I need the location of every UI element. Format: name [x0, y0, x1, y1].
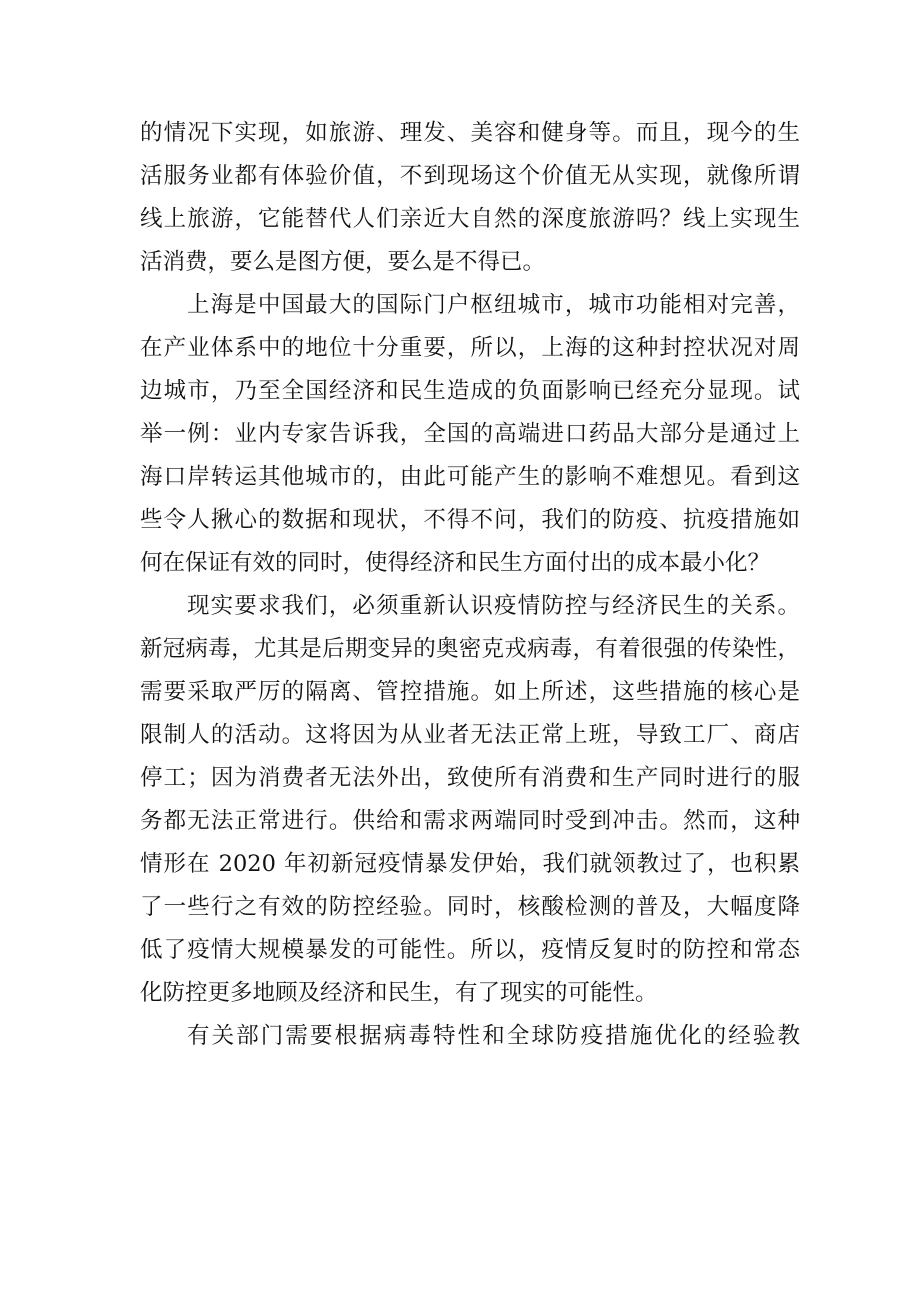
text-line: 举一例：业内专家告诉我，全国的高端进口药品大部分是通过上 [140, 421, 800, 447]
paragraph [140, 585, 800, 1015]
text-line: 新冠病毒，尤其是后期变异的奥密克戎病毒，有着很强的传染性， [140, 636, 800, 662]
text-line: 边城市，乃至全国经济和民生造成的负面影响已经充分显现。试 [140, 378, 800, 404]
text-line: 海口岸转运其他城市的，由此可能产生的影响不难想见。看到这 [140, 464, 800, 490]
text-line: 务都无法正常进行。供给和需求两端同时受到冲击。然而，这种 [140, 808, 800, 834]
text-line: 线上旅游，它能替代人们亲近大自然的深度旅游吗？线上实现生 [140, 206, 800, 232]
text-line: 的情况下实现，如旅游、理发、美容和健身等。而且，现今的生 [140, 120, 800, 146]
text-line: 有关部门需要根据病毒特性和全球防疫措施优化的经验教 [187, 1023, 800, 1049]
paragraph [140, 112, 800, 284]
paragraph [140, 284, 800, 585]
text-line: 了一些行之有效的防控经验。同时，核酸检测的普及，大幅度降 [140, 894, 800, 920]
text-line: 限制人的活动。这将因为从业者无法正常上班，导致工厂、商店 [140, 722, 800, 748]
text-line: 活服务业都有体验价值，不到现场这个价值无从实现，就像所谓 [140, 163, 800, 189]
text-line: 需要采取严厉的隔离、管控措施。如上所述，这些措施的核心是 [140, 679, 800, 705]
text-line: 在产业体系中的地位十分重要，所以，上海的这种封控状况对周 [140, 335, 800, 361]
body-text [140, 112, 800, 1058]
text-line: 活消费，要么是图方便，要么是不得已。 [140, 249, 546, 275]
text-line: 何在保证有效的同时，使得经济和民生方面付出的成本最小化？ [140, 550, 771, 576]
text-line: 低了疫情大规模暴发的可能性。所以，疫情反复时的防控和常态 [140, 937, 800, 963]
text-line: 现实要求我们，必须重新认识疫情防控与经济民生的关系。 [187, 593, 800, 619]
text-line: 停工；因为消费者无法外出，致使所有消费和生产同时进行的服 [140, 765, 800, 791]
text-line: 化防控更多地顾及经济和民生，有了现实的可能性。 [140, 980, 658, 1006]
text-line: 情形在 2020 年初新冠疫情暴发伊始，我们就领教过了，也积累 [140, 851, 800, 877]
text-line: 些令人揪心的数据和现状，不得不问，我们的防疫、抗疫措施如 [140, 507, 800, 533]
text-line: 上海是中国最大的国际门户枢纽城市，城市功能相对完善， [187, 292, 800, 318]
paragraph [140, 1015, 800, 1058]
